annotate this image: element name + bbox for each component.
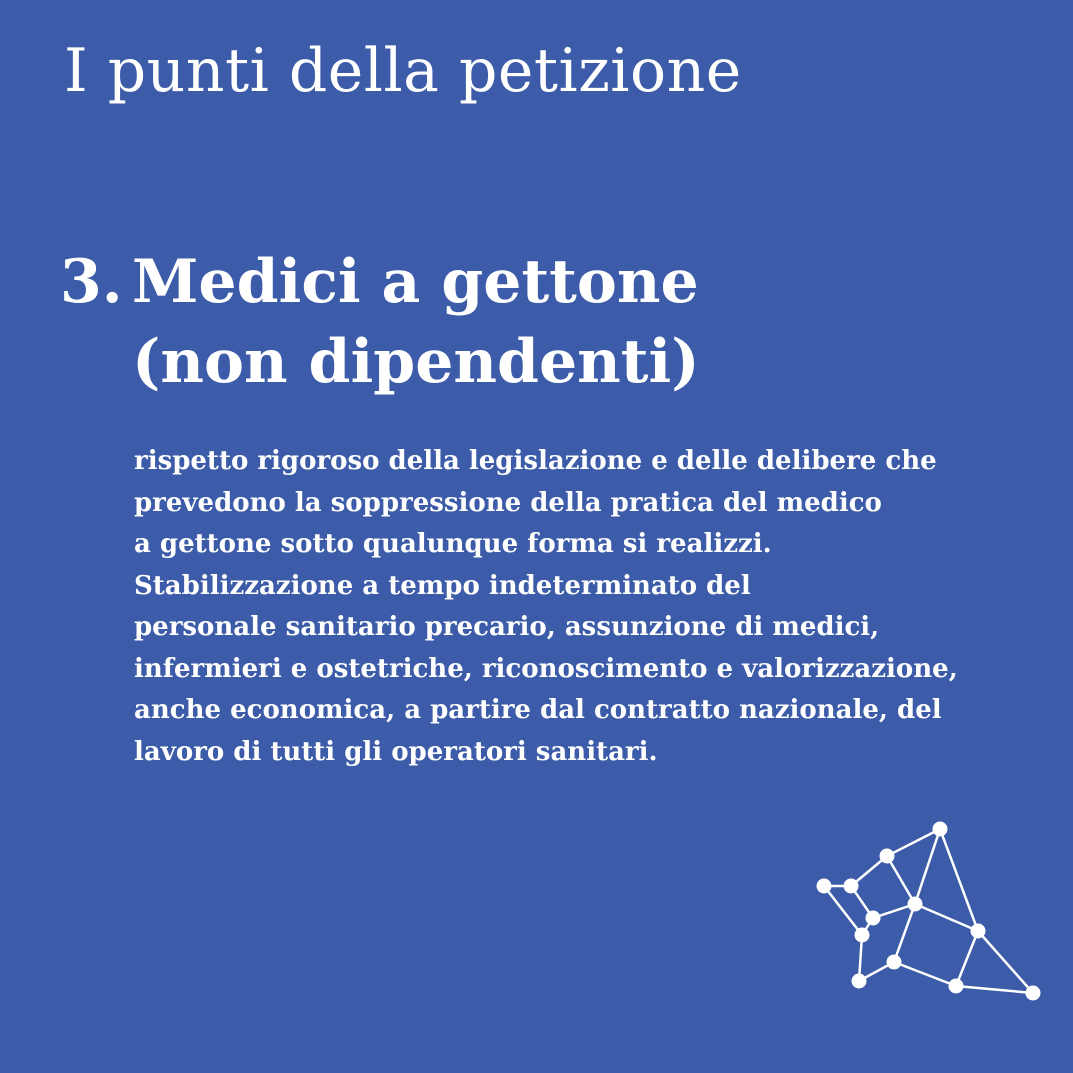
point-number: 3.	[60, 247, 123, 317]
body-line: a gettone sotto qualunque forma si realizzi.	[134, 529, 772, 559]
body-line: prevedono la soppressione della pratica del medico	[134, 487, 882, 518]
page-title: I punti della petizione	[64, 36, 742, 106]
body-line: infermieri e ostetriche, riconoscimento e valorizzazione,	[134, 653, 958, 684]
network-graph-icon	[808, 815, 1048, 1010]
body-line: anche economica, a partire dal contratto nazionale, del	[134, 695, 942, 725]
point-heading	[60, 242, 700, 402]
point-title-line1: Medici a gettone	[132, 247, 699, 317]
point-title-line2: (non dipendenti)	[132, 327, 700, 397]
body-line: Stabilizzazione a tempo indeterminato del	[134, 570, 751, 601]
body-line: personale sanitario precario, assunzione di medici,	[134, 612, 880, 642]
body-line: lavoro di tutti gli operatori sanitari.	[134, 736, 658, 767]
body-line: rispetto rigoroso della legislazione e delle delibere che	[134, 446, 937, 476]
point-body	[134, 441, 1064, 773]
